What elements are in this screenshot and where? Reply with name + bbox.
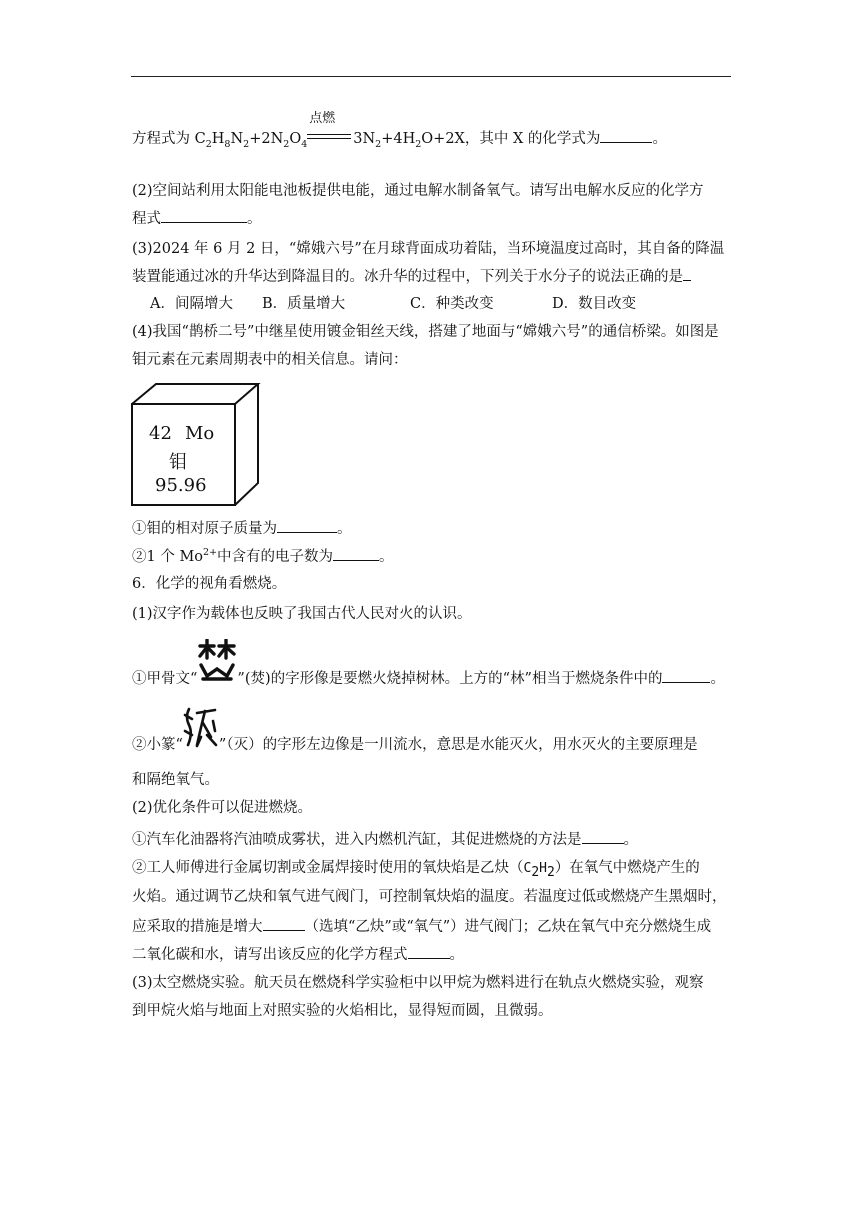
- q6-p3-line2: 到甲烷火焰与地面上对照实验的火焰相比，显得短而圆，且微弱。: [132, 1003, 553, 1019]
- answer-blank[interactable]: [263, 916, 305, 931]
- seal-mie-glyph-icon: [183, 735, 219, 755]
- q6-title: 6．化学的视角看燃烧。: [132, 576, 287, 592]
- element-cell-cube: [131, 383, 261, 507]
- q4-sub2: ②1 个 $Mo^{2+}$中含有的电子数为 。: [132, 547, 394, 565]
- q6-p2b-line3: 应采取的措施是增大 （选填“乙炔”或“氧气”）进气阀门；乙炔在氧气中充分燃烧生成: [132, 916, 711, 937]
- option-b[interactable]: B．质量增大: [262, 296, 346, 312]
- q4-line1: (4)我国“鹊桥二号”中继星使用镀金钼丝天线，搭建了地面与“嫦娥六号”的通信桥梁。如图是: [132, 324, 719, 340]
- q6-p2b-line1: ②工人师傅进行金属切割或金属焊接时使用的氧炔焰是乙炔$(C_2H_2)$在氧气中燃烧产生的: [132, 860, 700, 880]
- answer-blank[interactable]: [333, 546, 379, 561]
- answer-blank[interactable]: [161, 208, 247, 223]
- q3-line2: 装置能通过冰的升华达到降温目的。冰升华的过程中，下列关于水分子的说法正确的是: [132, 266, 691, 287]
- element-symbol: Mo: [185, 423, 215, 444]
- element-name: 钼: [169, 452, 187, 473]
- option-a[interactable]: A．间隔增大: [150, 296, 233, 312]
- option-d[interactable]: D．数目改变: [552, 296, 637, 312]
- reaction-arrow: [307, 111, 353, 143]
- q4-sub1: ①钼的相对原子质量为 。: [132, 518, 352, 539]
- answer-blank[interactable]: [277, 518, 337, 533]
- q4-line2: 钼元素在元素周期表中的相关信息。请问：: [132, 352, 408, 368]
- q6-p3-line1: (3)太空燃烧实验。航天员在燃烧科学实验柜中以甲烷为燃料进行在轨点火燃烧实验，观察: [132, 975, 704, 991]
- q2-line1: (2)空间站利用太阳能电池板提供电能，通过电解水制备氧气。请写出电解水反应的化学方: [132, 183, 704, 199]
- q6-p1a: ①甲骨文“ ”(焚)的字形像是要燃火烧掉树林。上方的“林”相当于燃烧条件中的 。: [132, 668, 725, 689]
- answer-blank[interactable]: [582, 829, 624, 844]
- equation-line: 方程式为 $C_2H_8N_2+2N_2O_4$ 点燃 $3N_2+4H_2O+2X$，其中 X 的化学式为 。: [132, 111, 667, 150]
- q6-p2b-line4: 二氧化碳和水，请写出该反应的化学方程式 。: [132, 944, 464, 965]
- atomic-mass: 95.96: [155, 475, 207, 496]
- option-c[interactable]: C．种类改变: [410, 296, 494, 312]
- q6-p2: (2)优化条件可以促进燃烧。: [132, 800, 313, 816]
- atomic-number: 42: [149, 423, 172, 444]
- q6-p1: (1)汉字作为载体也反映了我国古代人民对火的认识。: [132, 606, 472, 622]
- answer-blank[interactable]: [662, 668, 710, 683]
- q3-line1: (3)2024 年 6 月 2 日，“嫦娥六号”在月球背面成功着陆，当环境温度过高时，其自备的降温: [132, 241, 725, 257]
- q6-p2a: ①汽车化油器将汽油喷成雾状，进入内燃机汽缸，其促进燃烧的方法是 。: [132, 829, 638, 850]
- oracle-fen-glyph-icon: [197, 669, 237, 689]
- answer-blank[interactable]: [683, 266, 691, 281]
- q6-p2b-line2: 火焰。通过调节乙炔和氧气进气阀门，可控制氧炔焰的温度。若温度过低或燃烧产生黑烟时，: [132, 889, 727, 905]
- q3-options: [150, 294, 636, 314]
- answer-blank[interactable]: [600, 128, 652, 143]
- reaction-condition: 点燃: [309, 111, 336, 126]
- q6-p1b: ②小篆“ ”（灭）的字形左边像是一川流水，意思是水能灭火，用水灭火的主要原理是: [132, 735, 698, 755]
- answer-blank[interactable]: [408, 944, 450, 959]
- q2-line2: 程式 。: [132, 208, 262, 229]
- header-rule: [131, 76, 731, 77]
- q6-p1b-line2: 和隔绝氧气。: [132, 772, 219, 788]
